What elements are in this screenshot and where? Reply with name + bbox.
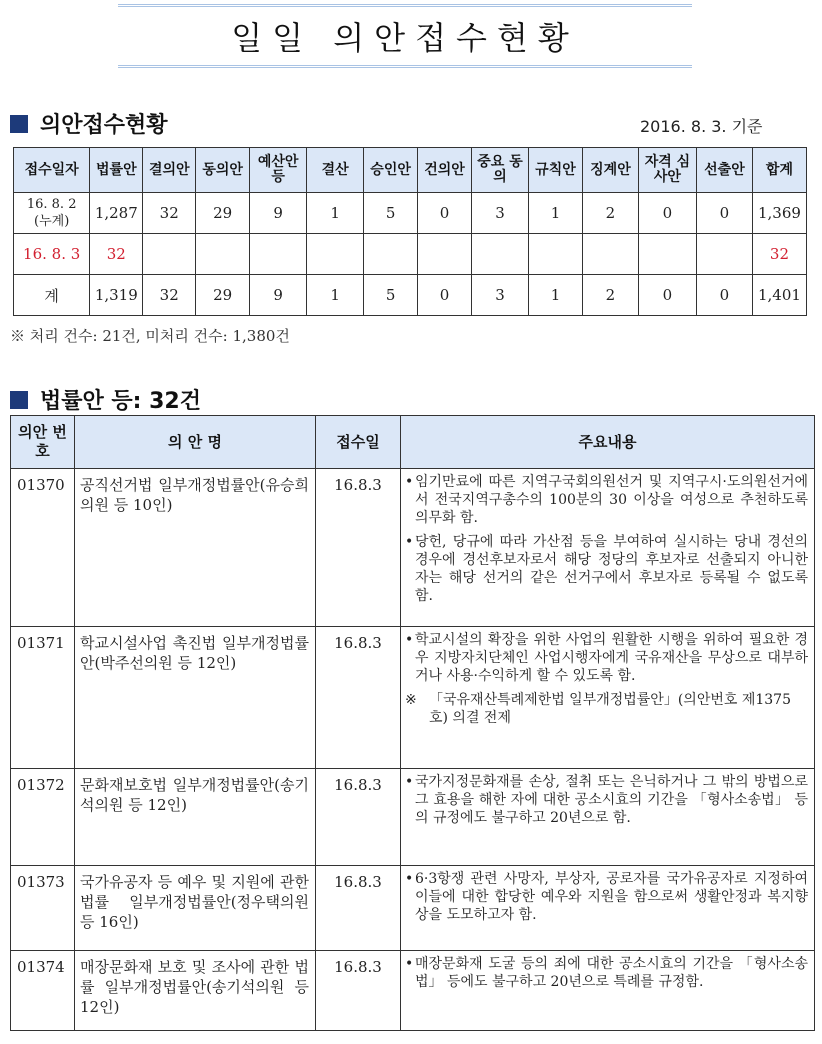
col-header: 규칙안 — [529, 148, 583, 193]
bill-name: 문화재보호법 일부개정법률안(송기석의원 등 12인) — [75, 769, 316, 866]
col-header-content: 주요내용 — [401, 416, 815, 469]
bill-name: 매장문화재 보호 및 조사에 관한 법률 일부개정법률안(송기석의원 등 12인) — [75, 951, 316, 1031]
bill-content — [401, 627, 815, 769]
col-header: 결의안 — [143, 148, 196, 193]
table-cell: 32 — [143, 275, 196, 316]
row-date-cell — [14, 193, 90, 234]
row-date: 16. 8. 2 — [26, 197, 77, 212]
section-heading-summary — [10, 108, 168, 139]
content-point — [405, 773, 808, 827]
bill-date: 16.8.3 — [316, 866, 401, 951]
table-cell — [529, 234, 583, 275]
table-cell: 0 — [418, 275, 472, 316]
bullet-icon: • — [405, 632, 414, 648]
col-header: 예산안 등 — [250, 148, 307, 193]
col-header-name: 의 안 명 — [75, 416, 316, 469]
table-cell: 9 — [250, 193, 307, 234]
content-text: 국가지정문화재를 손상, 절취 또는 은닉하거나 그 밖의 방법으로 그 효용을 해한 자에 대한 공소시효의 기간을 「형사소송법」 등의 규정에도 불구하고 20년으로 함. — [415, 774, 808, 826]
processing-note: ※ 처리 건수: 21건, 미처리 건수: 1,380건 — [10, 327, 290, 345]
basis-date: 2016. 8. 3. 기준 — [640, 117, 763, 136]
row-date: 계 — [14, 275, 90, 316]
content-point — [405, 631, 808, 685]
bill-content — [401, 769, 815, 866]
content-text: 6·3항쟁 관련 사망자, 부상자, 공로자를 국가유공자로 지정하여 이들에 대한 합당한 예우와 지원을 함으로써 생활안정과 복지향상을 도모하고자 함. — [415, 871, 808, 923]
table-cell: 5 — [364, 193, 418, 234]
col-header: 합계 — [752, 148, 806, 193]
table-row — [11, 866, 815, 951]
bullet-icon: • — [405, 871, 414, 887]
content-point — [405, 533, 808, 605]
col-header: 승인안 — [364, 148, 418, 193]
table-cell: 3 — [472, 275, 529, 316]
table-cell: 1,287 — [90, 193, 143, 234]
table-cell: 0 — [696, 275, 752, 316]
table-cell: 0 — [418, 193, 472, 234]
table-cell: 29 — [196, 275, 250, 316]
bill-number: 01373 — [11, 866, 75, 951]
table-cell — [418, 234, 472, 275]
table-cell: 3 — [472, 193, 529, 234]
bill-date: 16.8.3 — [316, 951, 401, 1031]
table-cell: 29 — [196, 193, 250, 234]
table-cell: 32 — [90, 234, 143, 275]
content-text: 매장문화재 도굴 등의 죄에 대한 공소시효의 기간을 「형사소송법」 등에도 불구하고 20년으로 특례를 규정함. — [415, 956, 808, 990]
table-cell — [250, 234, 307, 275]
bill-number: 01371 — [11, 627, 75, 769]
bill-number: 01372 — [11, 769, 75, 866]
col-header: 동의안 — [196, 148, 250, 193]
table-cell: 1 — [529, 275, 583, 316]
reference-note — [405, 691, 808, 727]
content-text: 당헌, 당규에 따라 가산점 등을 부여하여 실시하는 당내 경선의 경우에 경선후보자로서 해당 정당의 후보자로 선출되지 아니한 자는 해당 선거의 같은 선거구에서 후보자로 등록될 수 없도록 함. — [415, 534, 808, 604]
table-cell: 9 — [250, 275, 307, 316]
bullet-icon: • — [405, 534, 414, 550]
table-cell — [307, 234, 364, 275]
table-row-today — [14, 234, 807, 275]
section-title: 의안접수현황 — [40, 113, 168, 138]
table-cell — [472, 234, 529, 275]
table-cell: 1,369 — [752, 193, 806, 234]
bill-content — [401, 469, 815, 627]
content-point — [405, 955, 808, 991]
col-header: 건의안 — [418, 148, 472, 193]
col-header-date: 접수일 — [316, 416, 401, 469]
table-cell: 32 — [143, 193, 196, 234]
table-cell: 1,319 — [90, 275, 143, 316]
table-cell — [196, 234, 250, 275]
table-cell: 5 — [364, 275, 418, 316]
reference-mark-icon: ※ — [405, 692, 417, 708]
table-row — [11, 469, 815, 627]
table-cell — [143, 234, 196, 275]
reference-text: 「국유재산특례제한법 일부개정법률안」(의안번호 제1375호) 의결 전제 — [429, 692, 791, 726]
section-heading-bills — [10, 384, 201, 415]
table-row — [14, 193, 807, 234]
col-header: 법률안 — [90, 148, 143, 193]
summary-table — [13, 147, 807, 316]
bill-content — [401, 951, 815, 1031]
table-cell: 1 — [307, 275, 364, 316]
table-row — [11, 627, 815, 769]
table-cell: 2 — [582, 193, 638, 234]
section-title: 법률안 등: 32건 — [40, 389, 201, 414]
table-cell — [638, 234, 696, 275]
bill-name: 학교시설사업 촉진법 일부개정법률안(박주선의원 등 12인) — [75, 627, 316, 769]
bill-date: 16.8.3 — [316, 469, 401, 627]
col-header: 접수일자 — [14, 148, 90, 193]
row-date: 16. 8. 3 — [14, 234, 90, 275]
table-cell: 0 — [696, 193, 752, 234]
summary-header-row — [14, 148, 807, 193]
bullet-icon: • — [405, 774, 414, 790]
content-text: 학교시설의 확장을 위한 사업의 원활한 시행을 위하여 필요한 경우 지방자치단체인 사업시행자에게 국유재산을 무상으로 대부하거나 사용·수익하게 할 수 있도록 함. — [415, 632, 808, 684]
table-cell — [696, 234, 752, 275]
square-bullet-icon — [10, 115, 28, 133]
bills-header-row — [11, 416, 815, 469]
table-cell: 1,401 — [752, 275, 806, 316]
bill-name: 공직선거법 일부개정법률안(유승희의원 등 10인) — [75, 469, 316, 627]
page-title-band — [118, 4, 692, 68]
bills-table — [10, 415, 815, 1031]
table-row — [11, 951, 815, 1031]
table-cell: 32 — [752, 234, 806, 275]
col-header: 자격 심사안 — [638, 148, 696, 193]
table-row-total — [14, 275, 807, 316]
table-cell — [582, 234, 638, 275]
bill-name: 국가유공자 등 예우 및 지원에 관한 법률 일부개정법률안(정우택의원 등 16인) — [75, 866, 316, 951]
col-header-number: 의안 번호 — [11, 416, 75, 469]
bill-content — [401, 866, 815, 951]
table-cell — [364, 234, 418, 275]
row-date-note: (누계) — [34, 214, 70, 229]
table-cell: 0 — [638, 275, 696, 316]
table-cell: 2 — [582, 275, 638, 316]
col-header: 결산 — [307, 148, 364, 193]
table-cell: 1 — [529, 193, 583, 234]
table-cell: 0 — [638, 193, 696, 234]
table-cell: 1 — [307, 193, 364, 234]
content-text: 임기만료에 따른 지역구국회의원선거 및 지역구시·도의원선거에서 전국지역구총수의 100분의 30 이상을 여성으로 추천하도록 의무화 함. — [415, 474, 808, 526]
content-point — [405, 870, 808, 924]
page-title: 일일 의안접수현황 — [231, 19, 579, 57]
square-bullet-icon — [10, 391, 28, 409]
table-row — [11, 769, 815, 866]
col-header: 선출안 — [696, 148, 752, 193]
bullet-icon: • — [405, 956, 414, 972]
bill-number: 01370 — [11, 469, 75, 627]
content-point — [405, 473, 808, 527]
col-header: 중요 동의 — [472, 148, 529, 193]
bill-date: 16.8.3 — [316, 769, 401, 866]
bullet-icon: • — [405, 474, 414, 490]
bill-date: 16.8.3 — [316, 627, 401, 769]
col-header: 징계안 — [582, 148, 638, 193]
bill-number: 01374 — [11, 951, 75, 1031]
